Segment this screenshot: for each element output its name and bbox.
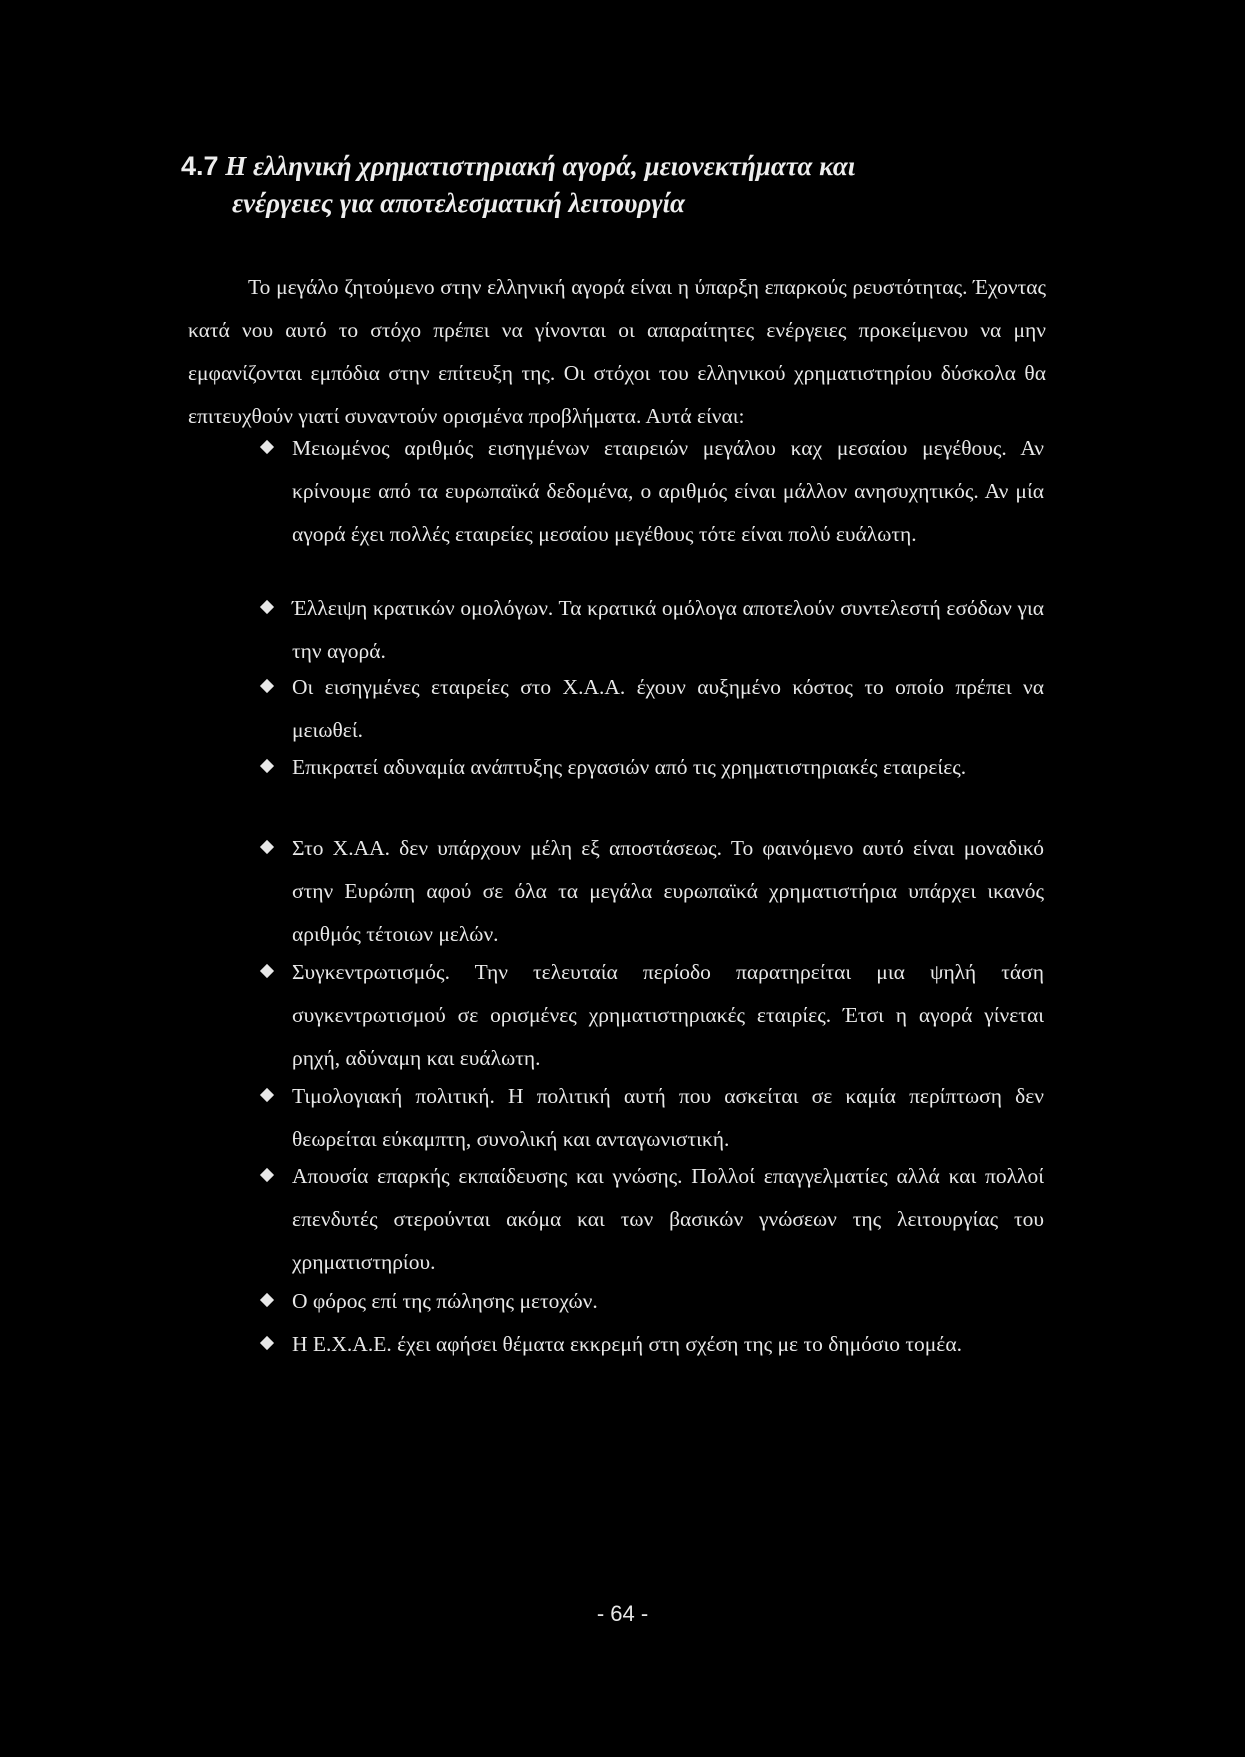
list-item-text: Στο Χ.ΑΑ. δεν υπάρχουν μέλη εξ αποστάσεως. Το φαινόμενο αυτό είναι μοναδικό στην Ευρώπη αφού σε όλα τα μεγάλα ευρωπαϊκά χρηματιστήρια υπάρχει ικανός αριθμός τέτοιων μελών. — [292, 836, 1044, 946]
list-item-text: Μειωμένος αριθμός εισηγμένων εταιρειών μεγάλου καχ μεσαίου μεγέθους. Αν κρίνουμε από τα ευρωπαϊκά δεδομένα, ο αριθμός είναι μάλλον ανησυχητικός. Αν μία αγορά έχει πολλές εταιρείες μεσαίου μεγέθους τότε είναι πολύ ευάλωτη. — [292, 436, 1044, 546]
list-item-text: Απουσία επαρκής εκπαίδευσης και γνώσης. Πολλοί επαγγελματίες αλλά και πολλοί επενδυτές στερούνται ακόμα και των βασικών γνώσεων της λειτουργίας του χρηματιστηρίου. — [292, 1164, 1044, 1274]
list-item — [262, 1075, 1044, 1161]
list-item — [262, 666, 1044, 752]
list-item — [262, 427, 1044, 556]
section-heading — [181, 148, 1081, 222]
list-item-text: Επικρατεί αδυναμία ανάπτυξης εργασιών από τις χρηματιστηριακές εταιρείες. — [292, 755, 967, 779]
intro-paragraph: Το μεγάλο ζητούμενο στην ελληνική αγορά είναι η ύπαρξη επαρκούς ρευστότητας. Έχοντας κατά νου αυτό το στόχο πρέπει να γίνονται οι απαραίτητες ενέργειες προκείμενου να μην εμφανίζονται εμπόδια στην επίτευξη της. Οι στόχοι του ελληνικού χρηματιστηρίου δύσκολα θα επιτευχθούν γιατί συναντούν ορισμένα προβλήματα. Αυτά είναι: — [188, 275, 1046, 428]
list-item-text: Τιμολογιακή πολιτική. Η πολιτική αυτή που ασκείται σε καμία περίπτωση δεν θεωρείται εύκαμπτη, συνολική και ανταγωνιστική. — [292, 1084, 1044, 1151]
list-item — [262, 746, 1044, 789]
list-item — [262, 1155, 1044, 1284]
list-item — [262, 827, 1044, 956]
section-number: 4.7 — [181, 151, 219, 181]
list-item — [262, 587, 1044, 673]
list-item-text: Η Ε.Χ.Α.Ε. έχει αφήσει θέματα εκκρεμή στη σχέση της με το δημόσιο τομέα. — [292, 1332, 962, 1356]
list-item-text: Έλλειψη κρατικών ομολόγων. Τα κρατικά ομόλογα αποτελούν συντελεστή εσόδων για την αγορά. — [292, 596, 1044, 663]
page-number: - 64 - — [596, 1601, 649, 1626]
list-item-text: Οι εισηγμένες εταιρείες στο Χ.Α.Α. έχουν αυξημένο κόστος το οποίο πρέπει να μειωθεί. — [292, 675, 1044, 742]
list-item-text: Ο φόρος επί της πώλησης μετοχών. — [292, 1289, 598, 1313]
section-title-line-2: ενέργειες για αποτελεσματική λειτουργία — [232, 188, 685, 218]
section-title-line-1: Η ελληνική χρηματιστηριακή αγορά, μειονεκτήματα και — [225, 151, 856, 181]
list-item-text: Συγκεντρωτισμός. Την τελευταία περίοδο παρατηρείται μια ψηλή τάση συγκεντρωτισμού σε ορισμένες χρηματιστηριακές εταιρίες. Έτσι η αγορά γίνεται ρηχή, αδύναμη και ευάλωτη. — [292, 960, 1044, 1070]
list-item — [262, 951, 1044, 1080]
list-item — [262, 1323, 1044, 1366]
list-item — [262, 1280, 1044, 1323]
